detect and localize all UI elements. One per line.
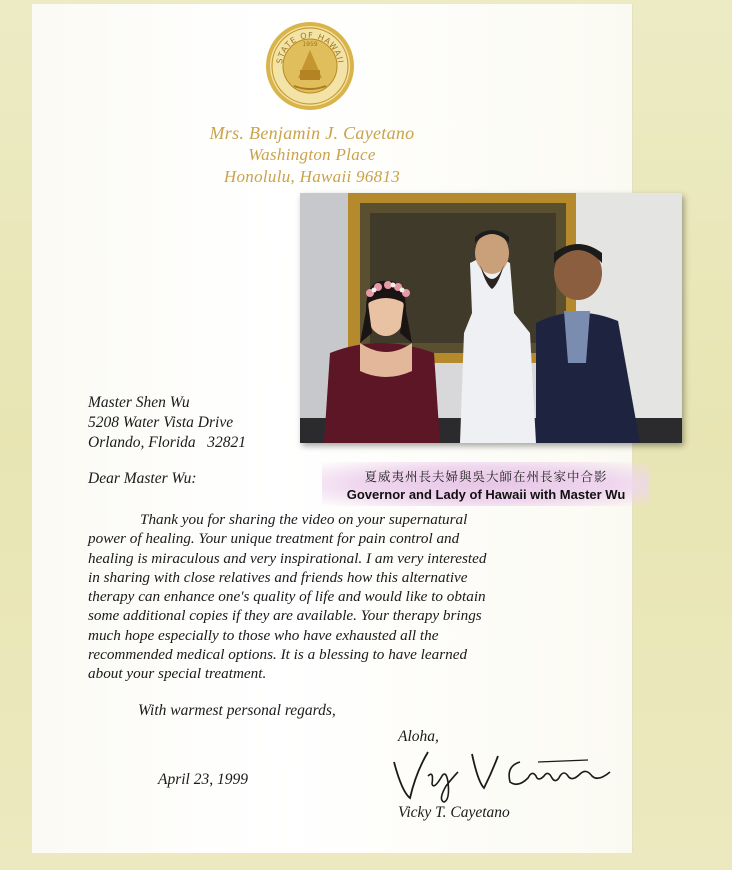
recipient-city: Orlando, Florida 32821 — [88, 434, 247, 451]
caption-english: Governor and Lady of Hawaii with Master Wu — [346, 487, 626, 502]
recipient-name: Master Shen Wu — [88, 394, 190, 411]
caption-chinese: 夏威夷州長夫婦與吳大師在州長家中合影 — [364, 469, 608, 484]
handwritten-signature — [388, 742, 618, 806]
letter-body — [88, 510, 548, 684]
recipient-street: 5208 Water Vista Drive — [88, 414, 234, 431]
letterhead-name: Mrs. Benjamin J. Cayetano — [209, 123, 415, 143]
letter-date: April 23, 1999 — [158, 771, 248, 788]
closing: With warmest personal regards, — [138, 702, 336, 719]
signer-name: Vicky T. Cayetano — [398, 804, 510, 821]
letterhead-place: Washington Place — [248, 145, 376, 164]
letterhead-city: Honolulu, Hawaii 96813 — [223, 167, 401, 186]
recipient-address — [88, 393, 246, 453]
body-line: recommended medical options. It is a blessing to have learned — [88, 646, 468, 664]
seal-year: 1959 — [302, 41, 318, 48]
body-line: some additional copies if they are available. Your therapy brings — [88, 607, 482, 625]
body-line: power of healing. Your unique treatment for pain control and — [88, 530, 460, 548]
body-line: about your special treatment. — [88, 665, 267, 683]
body-line: therapy can enhance one's quality of life and would like to obtain — [88, 588, 486, 606]
letterhead — [182, 122, 442, 188]
body-line: Thank you for sharing the video on your supernatural — [140, 511, 468, 528]
salutation: Dear Master Wu: — [88, 470, 197, 487]
body-line: much hope especially to those who have exhausted all the — [88, 626, 439, 644]
state-seal-icon — [264, 20, 356, 112]
aloha: Aloha, — [398, 728, 439, 745]
body-line: healing is miraculous and very inspirational. I am very interested — [88, 549, 487, 567]
photo-caption — [322, 462, 650, 506]
seal-text: STATE OF HAWAII — [275, 30, 345, 65]
governor-photo — [300, 193, 682, 443]
body-line: in sharing with close relatives and friends how this alternative — [88, 568, 468, 586]
